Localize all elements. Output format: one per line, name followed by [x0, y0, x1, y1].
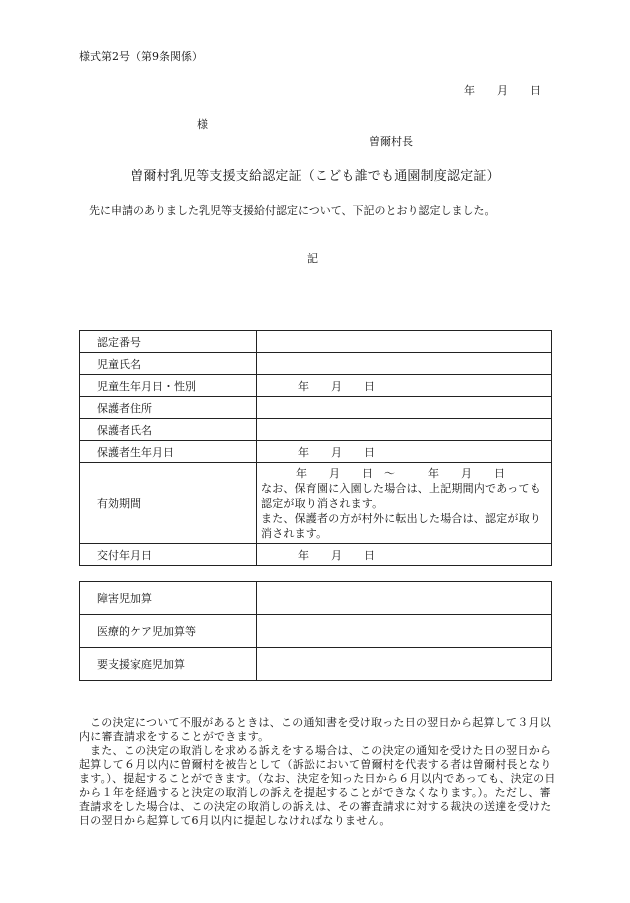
row-value	[257, 582, 552, 615]
row-value	[257, 419, 552, 441]
addition-table	[79, 581, 552, 681]
appeal-paragraph-review: この決定について不服があるときは、この通知書を受け取った日の翌日から起算して３月以内に審査請求をすることができます。	[79, 716, 552, 743]
validity-note-nursery: なお、保育園に入園した場合は、上記期間内であっても認定が取り消されます。	[261, 482, 541, 510]
table-row	[80, 544, 552, 566]
row-value	[257, 648, 552, 681]
row-label: 要支援家庭児加算	[80, 648, 257, 681]
appeal-paragraph-lawsuit: また、この決定の取消しを求める訴えをする場合は、この決定の通知を受けた日の翌日から起算して６月以内に曽爾村を被告として（訴訟において曽爾村を代表する者は曽爾村長となります。）、提起することができます。（なお、決定を知った日から６月以内であっても、決定の日から１年を経過すると決定の取消しの訴えを提起することができなくなります。）。ただし、審査請求をした場合は、この決定の取消しの訴えは、その審査請求に対する裁決の送達を受けた日の翌日から起算して6月以内に提起しなければなりません。	[79, 744, 556, 827]
table-row	[80, 419, 552, 441]
row-label: 交付年月日	[80, 544, 257, 566]
table-row	[80, 582, 552, 615]
issue-date-line: 年 月 日	[464, 84, 541, 97]
row-value: 年 月 日	[257, 375, 552, 397]
table-row	[80, 353, 552, 375]
validity-cell	[257, 463, 552, 544]
row-value	[257, 615, 552, 648]
row-label: 医療的ケア児加算等	[80, 615, 257, 648]
row-label: 有効期間	[80, 463, 257, 544]
row-label: 保護者氏名	[80, 419, 257, 441]
row-value	[257, 331, 552, 353]
table-row	[80, 441, 552, 463]
row-label: 保護者住所	[80, 397, 257, 419]
addressee-suffix: 様	[197, 118, 208, 131]
document-title: 曽爾村乳児等支援支給認定証（こども誰でも通園制度認定証）	[130, 169, 500, 184]
row-label: 児童氏名	[80, 353, 257, 375]
issuer-name: 曽爾村長	[369, 135, 413, 148]
table-row	[80, 648, 552, 681]
table-row	[80, 375, 552, 397]
validity-period: 年 月 日 ～ 年 月 日	[296, 467, 505, 480]
appeal-notice	[79, 716, 557, 828]
table-row	[80, 331, 552, 353]
table-row	[80, 615, 552, 648]
row-label: 保護者生年月日	[80, 441, 257, 463]
form-number: 様式第2号（第9条関係）	[79, 50, 203, 63]
table-row	[80, 397, 552, 419]
row-label: 児童生年月日・性別	[80, 375, 257, 397]
row-value: 年 月 日	[257, 441, 552, 463]
row-value	[257, 397, 552, 419]
row-value	[257, 353, 552, 375]
row-label: 障害児加算	[80, 582, 257, 615]
ki-heading: 記	[307, 252, 318, 265]
validity-note-relocation: また、保護者の方が村外に転出した場合は、認定が取り消されます。	[261, 512, 541, 540]
lead-sentence: 先に申請のありました乳児等支援給付認定について、下記のとおり認定しました。	[89, 204, 496, 217]
table-row	[80, 463, 552, 544]
certificate-table	[79, 330, 552, 566]
row-value: 年 月 日	[257, 544, 552, 566]
row-label: 認定番号	[80, 331, 257, 353]
